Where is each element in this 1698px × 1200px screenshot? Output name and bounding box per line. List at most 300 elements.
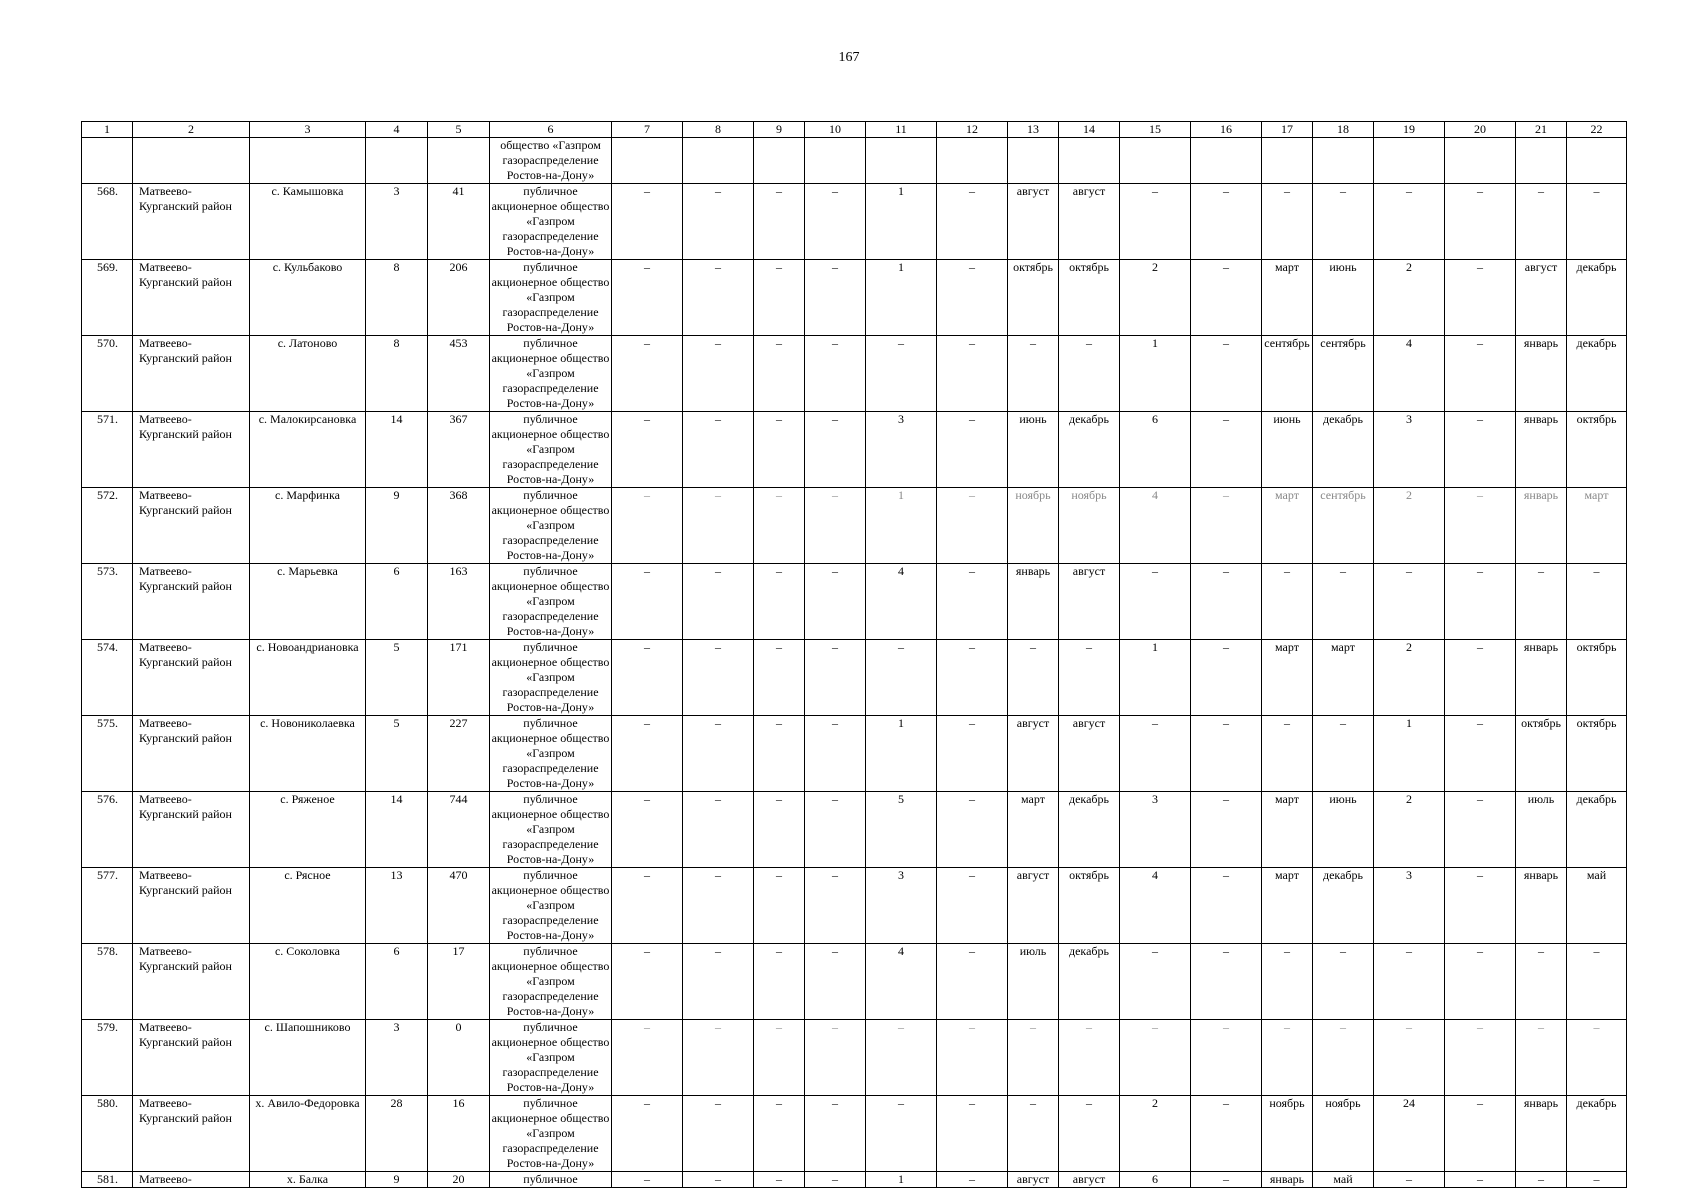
data-table-container xyxy=(81,121,1617,1188)
cell: – xyxy=(1516,184,1567,260)
cell: – xyxy=(1191,1096,1262,1172)
district-cell: Матвеево-Курганский район xyxy=(133,488,250,564)
cell: – xyxy=(1191,412,1262,488)
cell: – xyxy=(683,716,754,792)
cell: – xyxy=(612,640,683,716)
settlement-cell: с. Камышовка xyxy=(250,184,366,260)
organization-cell: публичное акционерное общество «Газпром газораспределение Ростов-на-Дону» xyxy=(490,488,612,564)
cell: – xyxy=(1445,488,1516,564)
cell: январь xyxy=(1516,640,1567,716)
cell: – xyxy=(1445,412,1516,488)
organization-cell: публичное акционерное общество «Газпром газораспределение Ростов-на-Дону» xyxy=(490,1020,612,1096)
cell: – xyxy=(1313,716,1374,792)
column-header: 21 xyxy=(1516,122,1567,138)
cell: январь xyxy=(1008,564,1059,640)
cell: октябрь xyxy=(1008,260,1059,336)
cell: 470 xyxy=(428,868,490,944)
cell: – xyxy=(1445,336,1516,412)
cell: – xyxy=(1567,184,1627,260)
cell: 41 xyxy=(428,184,490,260)
cell: – xyxy=(754,336,805,412)
cell: сентябрь xyxy=(1313,488,1374,564)
cell: – xyxy=(754,488,805,564)
cell: – xyxy=(683,1020,754,1096)
gasification-table xyxy=(81,121,1627,1188)
organization-cell: общество «Газпром газораспределение Ростов-на-Дону» xyxy=(490,138,612,184)
cell: 4 xyxy=(1120,488,1191,564)
organization-cell: публичное акционерное общество «Газпром газораспределение Ростов-на-Дону» xyxy=(490,1096,612,1172)
cell: – xyxy=(612,868,683,944)
cell: – xyxy=(754,1096,805,1172)
cell: – xyxy=(683,868,754,944)
cell: – xyxy=(1120,1020,1191,1096)
organization-cell: публичное акционерное общество «Газпром газораспределение Ростов-на-Дону» xyxy=(490,564,612,640)
row-number-cell: 568. xyxy=(82,184,133,260)
cell: 1 xyxy=(1374,716,1445,792)
settlement-cell: с. Кульбаково xyxy=(250,260,366,336)
cell: – xyxy=(683,1172,754,1188)
cell: – xyxy=(754,1020,805,1096)
cell: 4 xyxy=(866,944,937,1020)
cell: – xyxy=(805,488,866,564)
cell: 2 xyxy=(1374,792,1445,868)
column-header: 5 xyxy=(428,122,490,138)
cell: – xyxy=(1374,944,1445,1020)
table-row xyxy=(82,1020,1627,1096)
cell: – xyxy=(1191,488,1262,564)
header-row xyxy=(82,122,1627,138)
cell: июль xyxy=(1516,792,1567,868)
cell: – xyxy=(1191,944,1262,1020)
cell: август xyxy=(1516,260,1567,336)
cell xyxy=(1567,138,1627,184)
table-row xyxy=(82,412,1627,488)
cell: – xyxy=(1374,1172,1445,1188)
cell: декабрь xyxy=(1059,944,1120,1020)
table-row xyxy=(82,260,1627,336)
cell: 17 xyxy=(428,944,490,1020)
cell: – xyxy=(1059,640,1120,716)
cell: – xyxy=(1008,1096,1059,1172)
cell: – xyxy=(683,792,754,868)
cell: январь xyxy=(1516,336,1567,412)
row-number-cell: 576. xyxy=(82,792,133,868)
cell: 1 xyxy=(866,1172,937,1188)
cell: декабрь xyxy=(1567,792,1627,868)
cell: июнь xyxy=(1262,412,1313,488)
cell: 2 xyxy=(1120,260,1191,336)
cell: – xyxy=(937,260,1008,336)
cell xyxy=(754,138,805,184)
cell: 2 xyxy=(1374,640,1445,716)
cell xyxy=(1008,138,1059,184)
district-cell: Матвеево-Курганский район xyxy=(133,336,250,412)
row-number-cell: 578. xyxy=(82,944,133,1020)
cell: – xyxy=(1059,336,1120,412)
settlement-cell: с. Ряженое xyxy=(250,792,366,868)
cell: – xyxy=(1516,1172,1567,1188)
cell: – xyxy=(937,792,1008,868)
cell: – xyxy=(1191,792,1262,868)
cell: октябрь xyxy=(1516,716,1567,792)
cell: ноябрь xyxy=(1008,488,1059,564)
cell: – xyxy=(1516,1020,1567,1096)
cell: сентябрь xyxy=(1313,336,1374,412)
cell: – xyxy=(754,868,805,944)
cell: – xyxy=(866,336,937,412)
cell: 1 xyxy=(866,184,937,260)
cell: декабрь xyxy=(1313,412,1374,488)
organization-cell: публичное акционерное общество «Газпром газораспределение Ростов-на-Дону» xyxy=(490,868,612,944)
column-header: 14 xyxy=(1059,122,1120,138)
column-header: 18 xyxy=(1313,122,1374,138)
cell: – xyxy=(683,564,754,640)
cell: 1 xyxy=(1120,640,1191,716)
cell: – xyxy=(805,184,866,260)
row-number-cell: 575. xyxy=(82,716,133,792)
settlement-cell: с. Шапошниково xyxy=(250,1020,366,1096)
cell: декабрь xyxy=(1059,792,1120,868)
column-header: 16 xyxy=(1191,122,1262,138)
district-cell: Матвеево-Курганский район xyxy=(133,640,250,716)
cell: ноябрь xyxy=(1059,488,1120,564)
cell: 5 xyxy=(866,792,937,868)
cell xyxy=(937,138,1008,184)
cell: январь xyxy=(1516,488,1567,564)
cell: – xyxy=(683,412,754,488)
cell: октябрь xyxy=(1059,260,1120,336)
column-header: 3 xyxy=(250,122,366,138)
cell: – xyxy=(1262,184,1313,260)
cell: 1 xyxy=(1120,336,1191,412)
cell: 2 xyxy=(1374,488,1445,564)
cell xyxy=(250,138,366,184)
cell: август xyxy=(1008,184,1059,260)
table-row xyxy=(82,640,1627,716)
cell: – xyxy=(1191,184,1262,260)
organization-cell: публичное акционерное общество «Газпром газораспределение Ростов-на-Дону» xyxy=(490,640,612,716)
cell: 14 xyxy=(366,792,428,868)
cell: – xyxy=(683,488,754,564)
settlement-cell: х. Балка xyxy=(250,1172,366,1188)
cell: ноябрь xyxy=(1262,1096,1313,1172)
cell: – xyxy=(1313,1020,1374,1096)
cell: – xyxy=(937,944,1008,1020)
cell xyxy=(1120,138,1191,184)
cell: – xyxy=(1445,1096,1516,1172)
cell: – xyxy=(1262,564,1313,640)
cell: – xyxy=(937,1172,1008,1188)
cell: 16 xyxy=(428,1096,490,1172)
cell: – xyxy=(754,412,805,488)
cell: 20 xyxy=(428,1172,490,1188)
cell: – xyxy=(937,716,1008,792)
cell: – xyxy=(612,944,683,1020)
organization-cell: публичное акционерное общество «Газпром газораспределение Ростов-на-Дону» xyxy=(490,412,612,488)
cell: 6 xyxy=(1120,1172,1191,1188)
cell: – xyxy=(612,336,683,412)
cell: – xyxy=(805,868,866,944)
cell: – xyxy=(683,260,754,336)
cell: – xyxy=(612,564,683,640)
cell: – xyxy=(754,1172,805,1188)
cell: – xyxy=(683,184,754,260)
cell: май xyxy=(1567,868,1627,944)
cell: – xyxy=(1262,1020,1313,1096)
cell: 0 xyxy=(428,1020,490,1096)
cell: декабрь xyxy=(1567,1096,1627,1172)
cell: – xyxy=(612,1020,683,1096)
cell: 9 xyxy=(366,1172,428,1188)
column-header: 15 xyxy=(1120,122,1191,138)
cell: декабрь xyxy=(1059,412,1120,488)
cell xyxy=(1374,138,1445,184)
row-number-cell: 580. xyxy=(82,1096,133,1172)
cell xyxy=(1191,138,1262,184)
cell: январь xyxy=(1516,412,1567,488)
cell: октябрь xyxy=(1567,640,1627,716)
cell: 9 xyxy=(366,488,428,564)
cell: – xyxy=(805,412,866,488)
cell: 5 xyxy=(366,640,428,716)
cell: – xyxy=(754,564,805,640)
cell: – xyxy=(1567,1020,1627,1096)
cell: 368 xyxy=(428,488,490,564)
cell: – xyxy=(612,488,683,564)
cell: – xyxy=(754,716,805,792)
cell: – xyxy=(1516,564,1567,640)
table-row xyxy=(82,488,1627,564)
cell: – xyxy=(1008,336,1059,412)
cell: – xyxy=(866,1096,937,1172)
cell: 8 xyxy=(366,260,428,336)
cell: – xyxy=(1313,564,1374,640)
cell: сентябрь xyxy=(1262,336,1313,412)
organization-cell: публичное акционерное общество «Газпром газораспределение Ростов-на-Дону» xyxy=(490,184,612,260)
cell: – xyxy=(612,412,683,488)
cell: – xyxy=(937,640,1008,716)
cell: – xyxy=(1445,944,1516,1020)
cell: – xyxy=(1567,944,1627,1020)
cell: – xyxy=(805,1172,866,1188)
cell: 2 xyxy=(1120,1096,1191,1172)
cell: январь xyxy=(1262,1172,1313,1188)
table-row xyxy=(82,564,1627,640)
row-number-cell: 579. xyxy=(82,1020,133,1096)
continuation-row xyxy=(82,138,1627,184)
cell: – xyxy=(1262,716,1313,792)
cell: – xyxy=(754,792,805,868)
column-header: 9 xyxy=(754,122,805,138)
cell: – xyxy=(937,564,1008,640)
table-row xyxy=(82,1172,1627,1188)
cell: июль xyxy=(1008,944,1059,1020)
district-cell: Матвеево-Курганский район xyxy=(133,564,250,640)
cell: – xyxy=(1445,260,1516,336)
cell: – xyxy=(1191,868,1262,944)
cell: август xyxy=(1059,564,1120,640)
district-cell: Матвеево-Курганский район xyxy=(133,1096,250,1172)
cell: – xyxy=(1262,944,1313,1020)
cell: – xyxy=(1191,564,1262,640)
column-header: 20 xyxy=(1445,122,1516,138)
row-number-cell: 570. xyxy=(82,336,133,412)
cell: – xyxy=(866,1020,937,1096)
table-row xyxy=(82,716,1627,792)
cell xyxy=(1516,138,1567,184)
organization-cell: публичное акционерное общество «Газпром газораспределение Ростов-на-Дону» xyxy=(490,716,612,792)
cell xyxy=(428,138,490,184)
cell: 171 xyxy=(428,640,490,716)
column-header: 10 xyxy=(805,122,866,138)
cell: 227 xyxy=(428,716,490,792)
settlement-cell: х. Авило-Федоровка xyxy=(250,1096,366,1172)
column-header: 2 xyxy=(133,122,250,138)
district-cell: Матвеево-Курганский район xyxy=(133,944,250,1020)
cell: – xyxy=(612,1172,683,1188)
cell: 3 xyxy=(1120,792,1191,868)
cell: 3 xyxy=(366,184,428,260)
organization-cell: публичное акционерное общество «Газпром газораспределение Ростов-на-Дону» xyxy=(490,336,612,412)
table-row xyxy=(82,944,1627,1020)
cell: – xyxy=(1374,184,1445,260)
cell: 13 xyxy=(366,868,428,944)
organization-cell: публичное акционерное общество «Газпром газораспределение Ростов-на-Дону» xyxy=(490,260,612,336)
cell: октябрь xyxy=(1059,868,1120,944)
cell: – xyxy=(1191,260,1262,336)
cell: – xyxy=(612,184,683,260)
cell xyxy=(612,138,683,184)
cell: – xyxy=(1191,1172,1262,1188)
cell: – xyxy=(1008,1020,1059,1096)
cell: – xyxy=(683,336,754,412)
cell: март xyxy=(1567,488,1627,564)
cell: – xyxy=(1445,640,1516,716)
cell: – xyxy=(1120,716,1191,792)
settlement-cell: с. Соколовка xyxy=(250,944,366,1020)
column-header: 22 xyxy=(1567,122,1627,138)
cell: март xyxy=(1262,488,1313,564)
cell: – xyxy=(1313,184,1374,260)
cell: декабрь xyxy=(1313,868,1374,944)
column-header: 12 xyxy=(937,122,1008,138)
district-cell: Матвеево-Курганский район xyxy=(133,868,250,944)
cell: август xyxy=(1008,868,1059,944)
cell: – xyxy=(805,792,866,868)
cell: 163 xyxy=(428,564,490,640)
cell: – xyxy=(805,944,866,1020)
cell: 3 xyxy=(1374,868,1445,944)
cell: 5 xyxy=(366,716,428,792)
cell: август xyxy=(1008,1172,1059,1188)
cell: – xyxy=(1313,944,1374,1020)
settlement-cell: с. Латоново xyxy=(250,336,366,412)
cell: 8 xyxy=(366,336,428,412)
cell: – xyxy=(1445,716,1516,792)
cell: – xyxy=(805,640,866,716)
cell: – xyxy=(612,792,683,868)
table-row xyxy=(82,792,1627,868)
cell: 206 xyxy=(428,260,490,336)
cell: – xyxy=(1059,1020,1120,1096)
cell: ноябрь xyxy=(1313,1096,1374,1172)
cell: – xyxy=(1567,1172,1627,1188)
cell xyxy=(683,138,754,184)
settlement-cell: с. Малокирсановка xyxy=(250,412,366,488)
cell: 6 xyxy=(366,944,428,1020)
cell: 6 xyxy=(1120,412,1191,488)
cell: май xyxy=(1313,1172,1374,1188)
cell xyxy=(82,138,133,184)
table-body xyxy=(82,138,1627,1188)
column-header: 4 xyxy=(366,122,428,138)
cell: 1 xyxy=(866,260,937,336)
cell: 3 xyxy=(1374,412,1445,488)
district-cell: Матвеево-Курганский район xyxy=(133,412,250,488)
cell: март xyxy=(1262,868,1313,944)
cell: декабрь xyxy=(1567,260,1627,336)
cell: – xyxy=(805,336,866,412)
cell: январь xyxy=(1516,1096,1567,1172)
cell: – xyxy=(1445,868,1516,944)
cell: – xyxy=(937,412,1008,488)
cell: – xyxy=(754,640,805,716)
cell: – xyxy=(1191,336,1262,412)
cell: – xyxy=(1516,944,1567,1020)
cell: – xyxy=(866,640,937,716)
cell: – xyxy=(683,640,754,716)
district-cell: Матвеево-Курганский район xyxy=(133,1020,250,1096)
table-row xyxy=(82,336,1627,412)
cell: 1 xyxy=(866,716,937,792)
cell: – xyxy=(683,944,754,1020)
row-number-cell: 571. xyxy=(82,412,133,488)
cell: – xyxy=(805,716,866,792)
column-header: 1 xyxy=(82,122,133,138)
cell xyxy=(805,138,866,184)
organization-cell: публичное акционерное общество «Газпром газораспределение Ростов-на-Дону» xyxy=(490,944,612,1020)
settlement-cell: с. Новониколаевка xyxy=(250,716,366,792)
cell: август xyxy=(1059,184,1120,260)
cell: 744 xyxy=(428,792,490,868)
column-header: 11 xyxy=(866,122,937,138)
row-number-cell: 569. xyxy=(82,260,133,336)
cell: – xyxy=(1120,184,1191,260)
cell: декабрь xyxy=(1567,336,1627,412)
cell: – xyxy=(612,260,683,336)
cell: – xyxy=(1191,640,1262,716)
cell: июнь xyxy=(1313,260,1374,336)
cell: – xyxy=(805,564,866,640)
district-cell: Матвеево-Курганский район xyxy=(133,184,250,260)
row-number-cell: 574. xyxy=(82,640,133,716)
cell: март xyxy=(1008,792,1059,868)
column-header: 8 xyxy=(683,122,754,138)
column-header: 7 xyxy=(612,122,683,138)
cell: октябрь xyxy=(1567,412,1627,488)
settlement-cell: с. Марфинка xyxy=(250,488,366,564)
cell: март xyxy=(1262,260,1313,336)
cell: – xyxy=(937,1096,1008,1172)
cell: июнь xyxy=(1313,792,1374,868)
cell: 4 xyxy=(1374,336,1445,412)
cell: – xyxy=(1191,1020,1262,1096)
cell: – xyxy=(1445,792,1516,868)
cell: – xyxy=(805,1020,866,1096)
cell: – xyxy=(754,184,805,260)
district-cell: Матвеево-Курганский район xyxy=(133,792,250,868)
cell: – xyxy=(1059,1096,1120,1172)
